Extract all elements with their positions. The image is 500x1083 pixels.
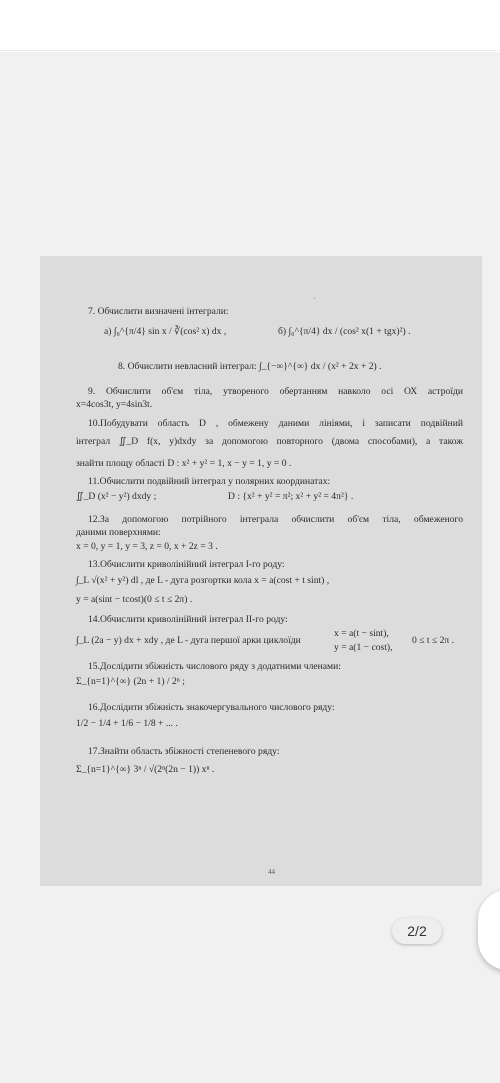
doc-line: ∬_D (x² − y²) dxdy ;	[76, 491, 157, 502]
doc-line: ∫_L √(x² + y²) dl , де L - дуга розгортки кола x = a(cost + t sint) ,	[76, 575, 330, 586]
doc-line: 13.Обчислити криволінійний інтеграл І-го роду:	[88, 559, 285, 570]
doc-line: ∫_L (2a − y) dx + xdy , де L - дуга першої арки циклоїди	[76, 635, 301, 646]
doc-line: y = a(1 − cost),	[334, 642, 393, 653]
doc-line: Σ_{n=1}^{∞} (2n + 1) / 2ⁿ ;	[76, 676, 185, 687]
doc-line: а) ∫₀^{π/4} sin x / ∛(cos² x) dx ,	[104, 326, 227, 337]
top-bar	[0, 0, 500, 51]
doc-line: y = a(sint − tcost)(0 ≤ t ≤ 2π) .	[76, 594, 193, 605]
doc-line: x = a(t − sint),	[334, 628, 389, 639]
doc-line: x = 0, y = 1, y = 3, z = 0, x + 2z = 3 .	[76, 541, 218, 552]
doc-line: 16.Дослідити збіжність знакочергувального числового ряду:	[88, 702, 335, 713]
doc-line: 14.Обчислити криволінійний інтеграл ІІ-го роду:	[88, 614, 288, 625]
page-number: 44	[268, 868, 275, 876]
doc-line: 12.За допомогою потрійного інтеграла обчислити об'єм тіла, обмеженого	[88, 514, 463, 525]
doc-line: інтеграл ∬_D f(x, y)dxdy за допомогою повторного (двома способами), а також	[76, 436, 463, 447]
page-indicator-badge: 2/2	[392, 918, 442, 944]
doc-line: 15.Дослідити збіжність числового ряду з додатними членами:	[88, 661, 341, 672]
doc-line: б) ∫₀^{π/4} dx / (cos² x(1 + tgx)²) .	[278, 326, 411, 337]
doc-line: 17.Знайти область збіжності степеневого ряду:	[88, 746, 280, 757]
document-page	[40, 256, 482, 886]
doc-line: знайти площу області D : x² + y² = 1, x − y = 1, y = 0 .	[76, 458, 292, 469]
scan-dot: ·	[313, 294, 316, 303]
doc-line: x=4cos3t, y=4sin3t.	[76, 399, 153, 410]
doc-line: 1/2 − 1/4 + 1/6 − 1/8 + ... .	[76, 718, 178, 729]
doc-line: 9. Обчислити об'єм тіла, утвореного обертанням навколо осі ОХ астроїди	[88, 386, 463, 397]
doc-line: 11.Обчислити подвійний інтеграл у полярних координатах:	[88, 476, 331, 487]
doc-line: 10.Побудувати область D , обмежену даними лініями, і записати подвійний	[88, 418, 463, 429]
doc-line: D : {x² + y² = π²; x² + y² = 4π²} .	[228, 491, 354, 502]
doc-line: Σ_{n=1}^{∞} 3ⁿ / √(2ⁿ(2n − 1)) xⁿ .	[76, 764, 215, 775]
doc-line: 8. Обчислити невласний інтеграл: ∫_{−∞}^{∞} dx / (x² + 2x + 2) .	[118, 361, 382, 372]
doc-line: 0 ≤ t ≤ 2π .	[412, 635, 455, 646]
doc-line: 7. Обчислити визначені інтеграли:	[88, 306, 229, 317]
doc-line: даними поверхнями:	[76, 527, 161, 538]
